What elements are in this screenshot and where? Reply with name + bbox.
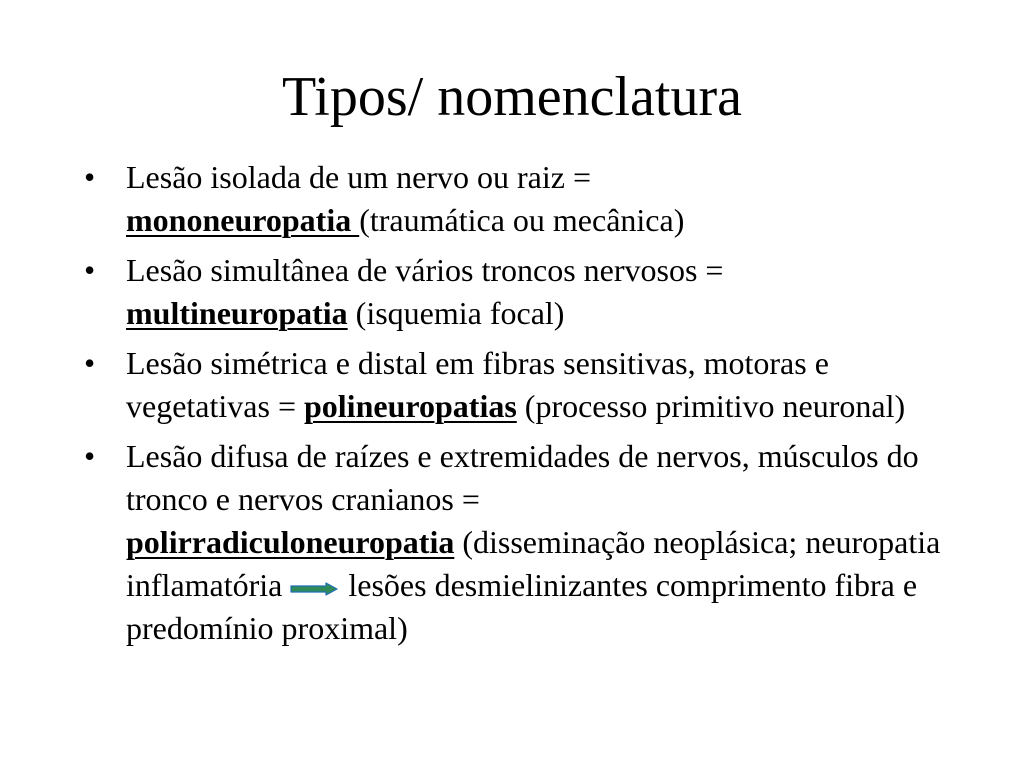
bullet-item-multineuropatia [84, 249, 964, 335]
bullet-text-after: (processo primitivo neuronal) [516, 388, 906, 424]
term-mononeuropatia: mononeuropatia [126, 202, 360, 238]
bullet-list [84, 156, 964, 657]
bullet-text-after-1: (disseminação neoplásica; neuropatia inflamatória [126, 524, 941, 603]
bullet-text-before: Lesão isolada de um nervo ou raiz = [126, 159, 591, 195]
bullet-text-after: (traumática ou mecânica) [359, 202, 685, 238]
term-multineuropatia: multineuropatia [126, 295, 348, 331]
term-polirradiculoneuropatia: polirradiculoneuropatia [126, 524, 455, 560]
bullet-text-before: Lesão simétrica e distal em fibras sensitivas, motoras e vegetativas = [126, 345, 829, 424]
bullet-glyph: • [84, 438, 96, 474]
term-polineuropatias: polineuropatias [303, 388, 517, 424]
bullet-text-before: Lesão difusa de raízes e extremidades de nervos, músculos do tronco e nervos cranianos = [126, 438, 919, 517]
bullet-glyph: • [84, 345, 96, 381]
bullet-glyph: • [84, 159, 96, 195]
slide-title: Tipos/ nomenclatura [282, 66, 742, 128]
bullet-item-polirradiculoneuropatia [84, 435, 964, 650]
bullet-text-after: (isquemia focal) [347, 295, 565, 331]
bullet-text-before: Lesão simultânea de vários troncos nervosos = [126, 252, 724, 288]
bullet-glyph: • [84, 252, 96, 288]
bullet-item-polineuropatias [84, 342, 964, 428]
bullet-item-mononeuropatia [84, 156, 964, 242]
bullet-text-after-2: lesões desmielinizantes comprimento fibra e predomínio proximal) [126, 567, 918, 646]
right-arrow-icon [290, 582, 338, 596]
